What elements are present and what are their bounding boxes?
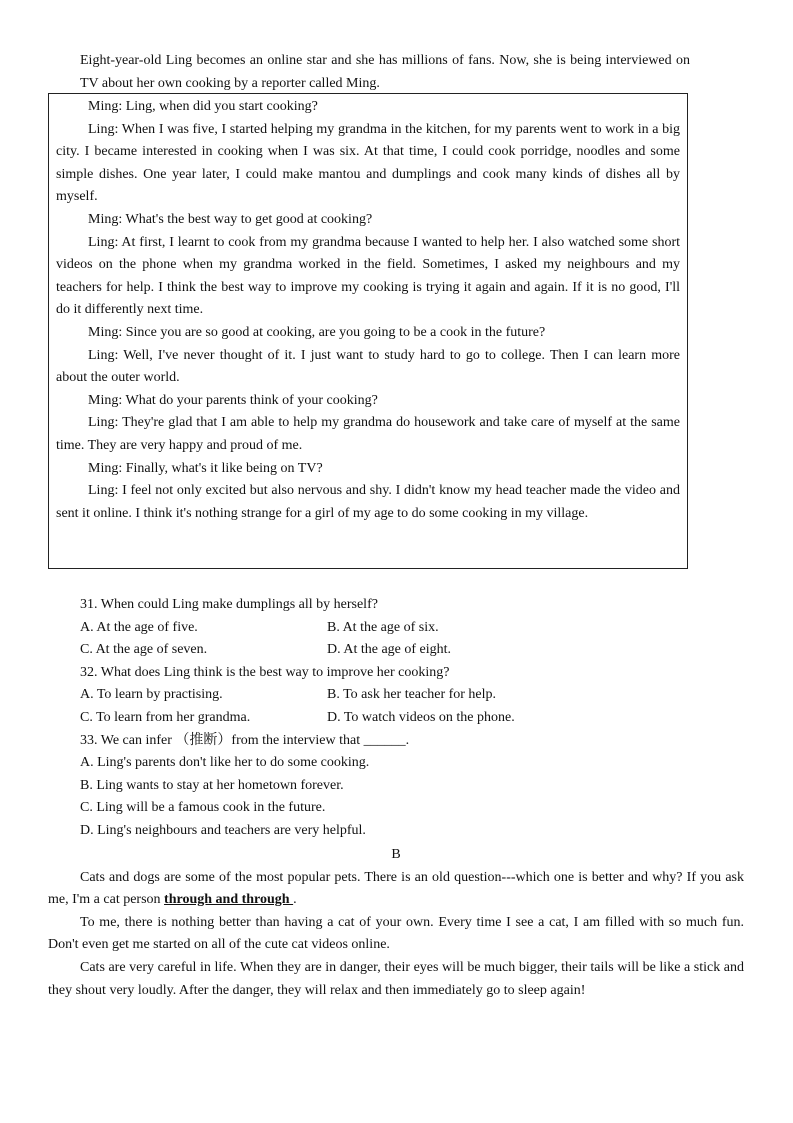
interview-line: Ling: At first, I learnt to cook from my grandma because I wanted to help her. I also watched some short videos on the phone when my grandma worked in the field. Sometimes, I asked my neighbours and my teachers for help. I think the best way to improve my cooking is trying it again and again. If it is no good, I'll do it differently next time. bbox=[56, 234, 680, 318]
interview-line: Ling: Well, I've never thought of it. I just want to study hard to go to college. Then I can learn more about the outer world. bbox=[56, 347, 680, 386]
interview-line: Ming: Finally, what's it like being on TV? bbox=[88, 460, 323, 476]
interview-line: Ming: Ling, when did you start cooking? bbox=[88, 99, 318, 114]
interview-line: Ling: When I was five, I started helping my grandma in the kitchen, for my parents went to work in a big city. I became interested in cooking when I was six. At that time, I could cook porridge, noodles and some simple dishes. One year later, I could make mantou and dumplings and cook many kinds of dishes all by myself. bbox=[56, 121, 680, 205]
section-b-paragraph-2: To me, there is nothing better than having a cat of your own. Every time I see a cat, I am filled with so much fun. Don't even get me started on all of the cute cat videos online. bbox=[48, 914, 744, 953]
q32-option-b: B. To ask her teacher for help. bbox=[327, 687, 497, 703]
q33-option-a: A. Ling's parents don't like her to do some cooking. bbox=[80, 755, 370, 771]
interview-line: Ling: They're glad that I am able to help my grandma do housework and take care of myself at the same time. They are very happy and proud of me. bbox=[56, 415, 680, 453]
section-b-heading: B bbox=[391, 847, 401, 862]
question-33-stem: 33. We can infer （推断）from the interview that ______. bbox=[80, 732, 410, 748]
interview-line: Ming: Since you are so good at cooking, are you going to be a cook in the future? bbox=[88, 324, 546, 340]
q32-option-a: A. To learn by practising. bbox=[80, 687, 223, 703]
q33-option-b: B. Ling wants to stay at her hometown forever. bbox=[80, 777, 344, 793]
question-31-stem: 31. When could Ling make dumplings all by herself? bbox=[80, 597, 378, 612]
q31-option-c: C. At the age of seven. bbox=[80, 642, 208, 658]
interview-box bbox=[48, 93, 688, 569]
p1-text-before: Cats and dogs are some of the most popular pets. There is an old question---which one is better and why? If you ask me, I'm a cat person bbox=[48, 869, 744, 908]
intro-text: Eight-year-old Ling becomes an online star and she has millions of fans. Now, she is being interviewed on TV about her own cooking by a reporter called Ming. bbox=[80, 53, 690, 91]
section-b-paragraph-3: Cats are very careful in life. When they are in danger, their eyes will be much bigger, their tails will be like a stick and they shout very loudly. After the danger, they will relax and then immediately go to sleep again! bbox=[48, 959, 744, 998]
intro-paragraph bbox=[80, 50, 690, 95]
interview-line: Ming: What's the best way to get good at cooking? bbox=[88, 211, 373, 227]
q33-option-c: C. Ling will be a famous cook in the future. bbox=[80, 800, 326, 816]
interview-line: Ming: What do your parents think of your cooking? bbox=[88, 392, 378, 408]
q33-option-d: D. Ling's neighbours and teachers are very helpful. bbox=[80, 822, 366, 838]
q31-option-b: B. At the age of six. bbox=[327, 619, 439, 635]
q32-option-d: D. To watch videos on the phone. bbox=[327, 709, 515, 725]
interview-line: Ling: I feel not only excited but also nervous and shy. I didn't know my head teacher made the video and sent it online. I think it's nothing strange for a girl of my age to do some cooking in my village. bbox=[56, 483, 680, 521]
p1-text-after: . bbox=[293, 892, 297, 908]
section-b bbox=[48, 844, 744, 1002]
section-b-paragraph-1 bbox=[48, 867, 744, 912]
q31-option-d: D. At the age of eight. bbox=[327, 642, 452, 658]
underlined-phrase: through and through bbox=[164, 892, 294, 908]
questions-section bbox=[80, 594, 700, 843]
q31-option-a: A. At the age of five. bbox=[80, 619, 198, 635]
question-32-stem: 32. What does Ling think is the best way to improve her cooking? bbox=[80, 664, 450, 680]
q32-option-c: C. To learn from her grandma. bbox=[80, 709, 251, 725]
